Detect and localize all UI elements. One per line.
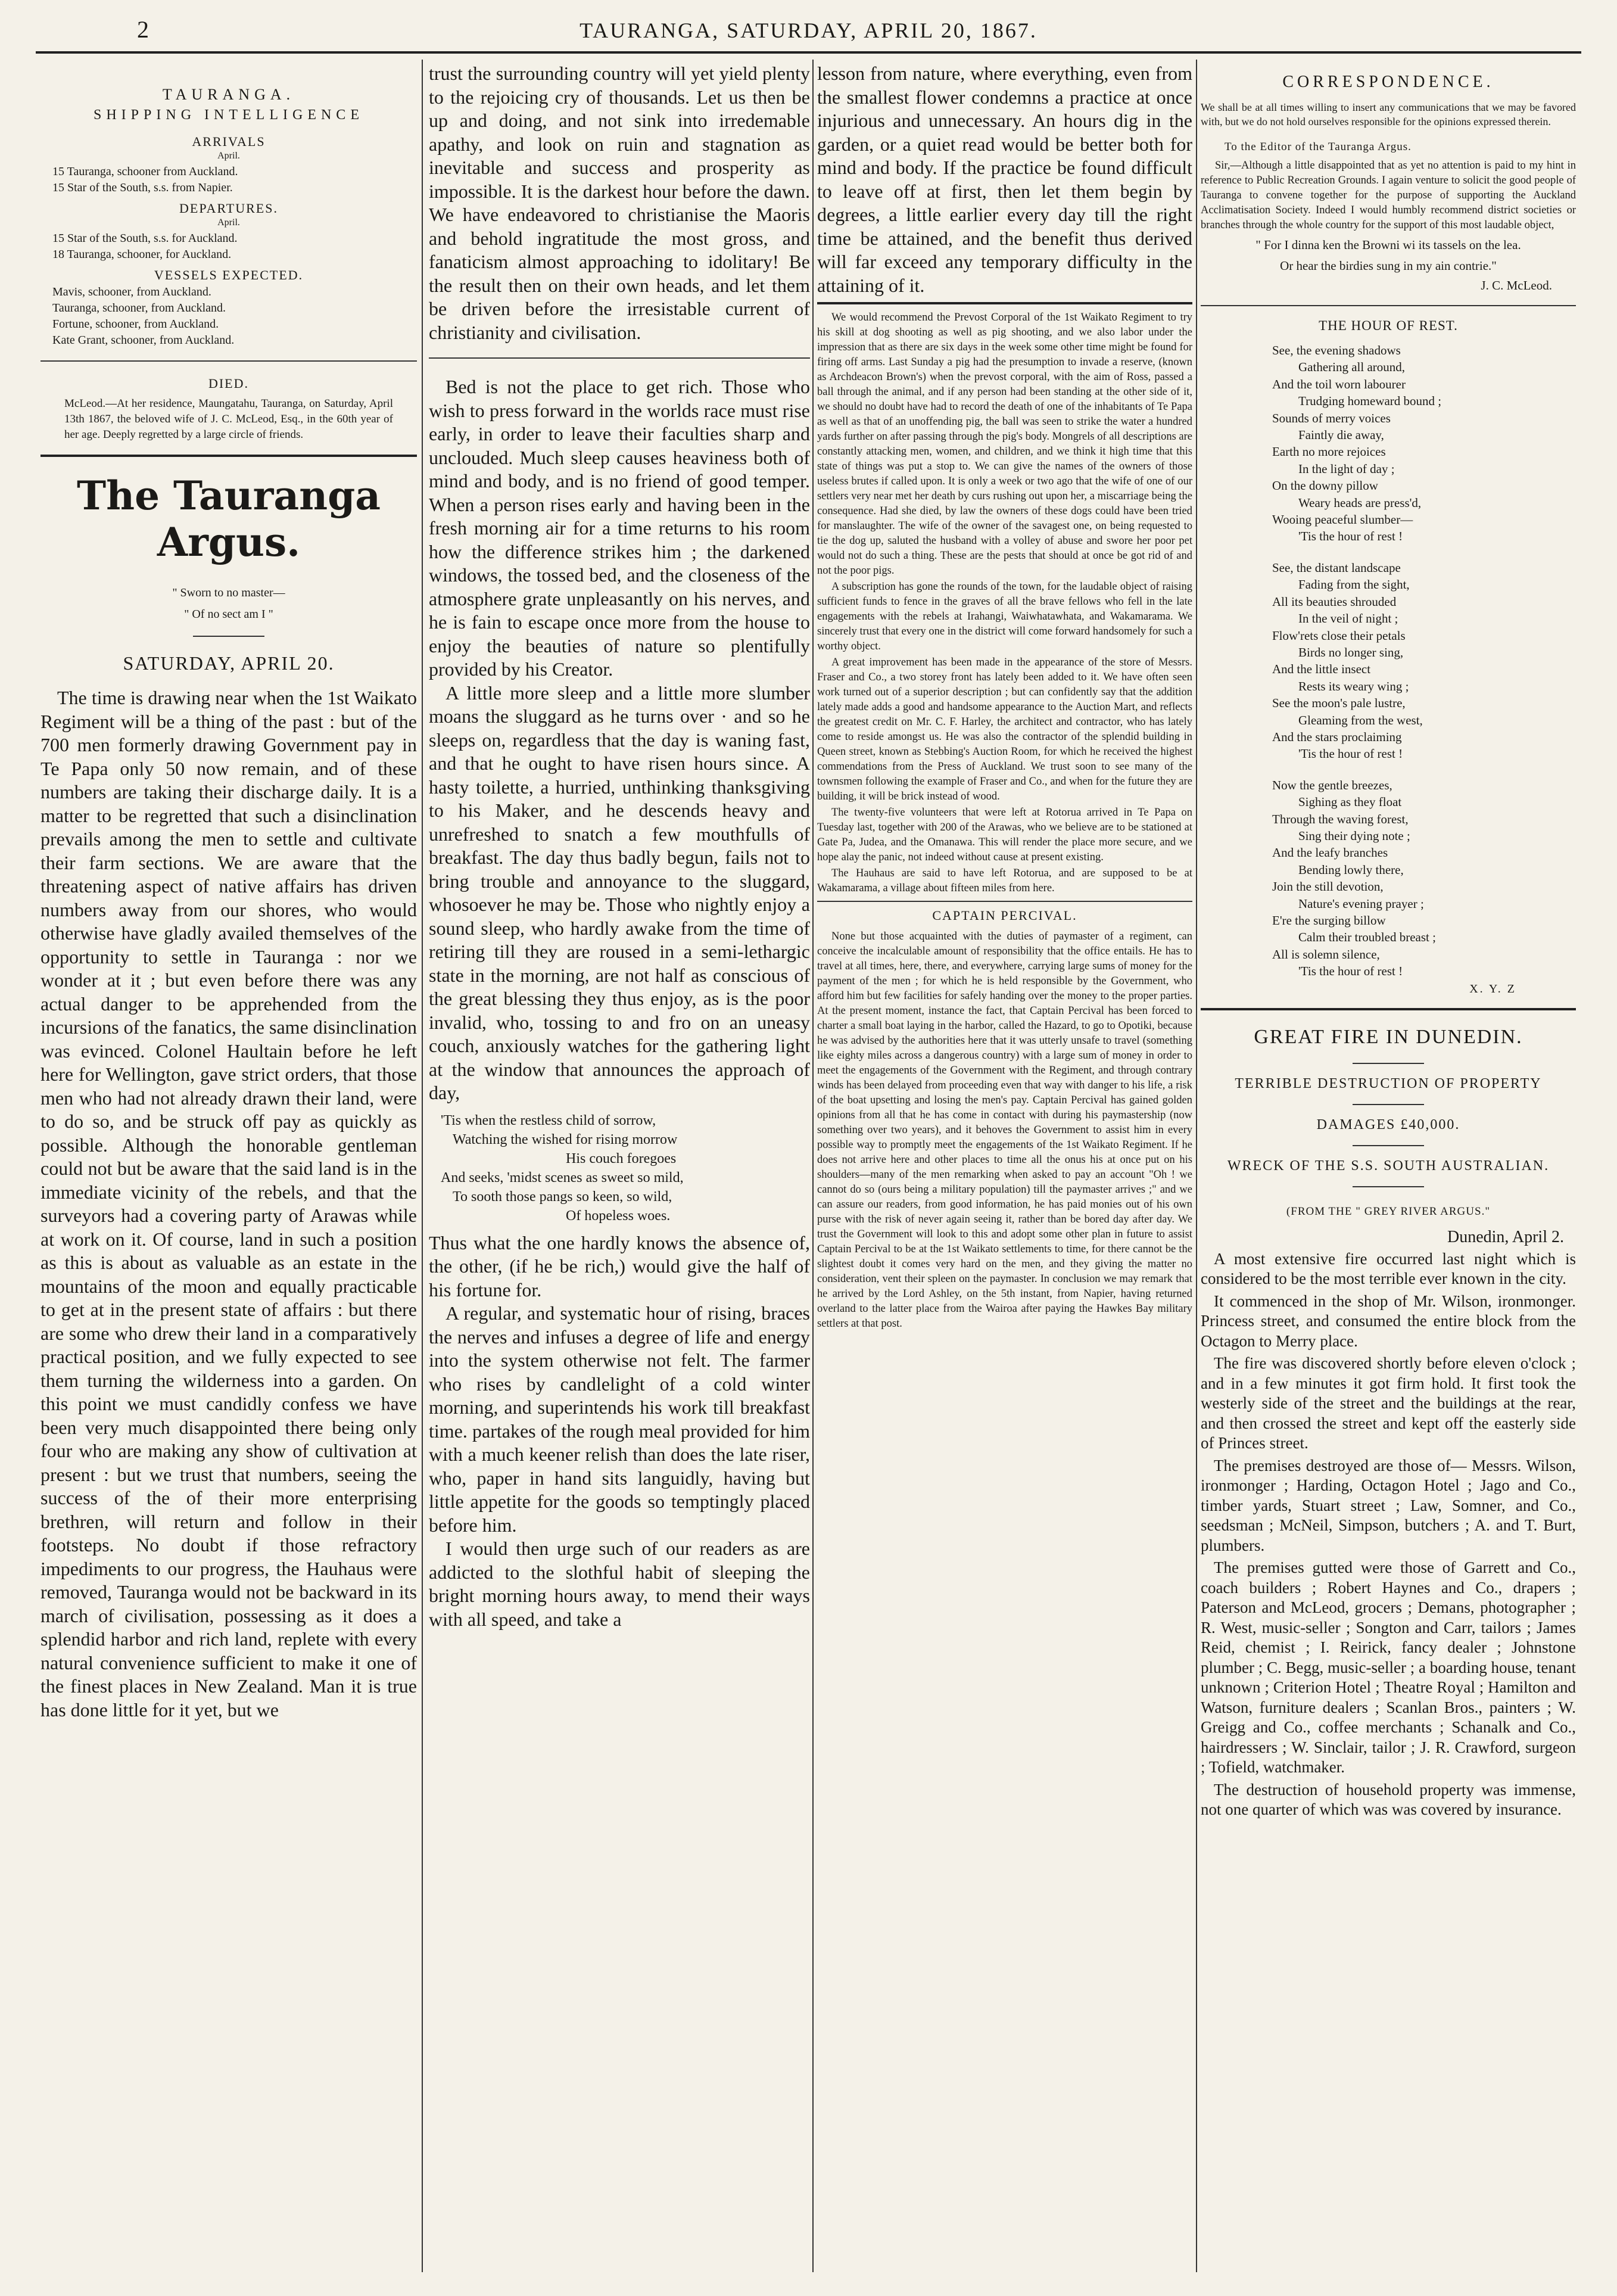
poem-line: Sighing as they float <box>1298 795 1402 810</box>
news-paragraph: A subscription has gone the rounds of the town, for the laudable object of raising sufficient funds to fence in the graves of all the brave fellows who fell in the late engagements with the rebels at Irahangi, Waiwhatawhata, and Wakamarama. We sincerely trust that every one in the district will come forward handsomely for such a worthy object. <box>817 581 1192 652</box>
poem-line: Faintly die away, <box>1298 428 1384 443</box>
poem-line: Through the waving forest, <box>1272 811 1409 826</box>
poem-line: And the little insect <box>1272 662 1371 677</box>
poem-line: 'Tis the hour of rest ! <box>1298 529 1403 544</box>
editorial-paragraph: Thus what the one hardly knows the absence of, the other, (if he be rich,) would give the half of his fortune for. <box>429 1231 810 1301</box>
poem-line: Flow'rets close their petals <box>1272 628 1406 643</box>
poem-line: And the stars proclaiming <box>1272 729 1402 744</box>
article-subheading: DAMAGES £40,000. <box>1316 1116 1460 1133</box>
column-rule <box>812 60 814 2272</box>
poem-signature: X. Y. Z <box>1469 982 1516 995</box>
poem-body <box>1272 342 1576 980</box>
editorial-paragraph: I would then urge such of our readers as are addicted to the slothful habit of sleeping the bright morning hours away, to mend their ways with all speed, and take a <box>429 1538 810 1630</box>
poem-line: Sing their dying note ; <box>1298 828 1410 843</box>
page-header <box>36 10 1581 54</box>
poem-line: And the leafy branches <box>1272 845 1388 860</box>
poem-line: Wooing peaceful slumber— <box>1272 512 1413 527</box>
column-rule <box>422 60 423 2272</box>
article-paragraph: A most extensive fire occurred last night which is considered to be the most terrible ever known in the city. <box>1201 1249 1576 1288</box>
masthead: TAURANGA, SATURDAY, APRIL 20, 1867. <box>579 18 1038 42</box>
article-subheading: TERRIBLE DESTRUCTION OF PROPERTY <box>1235 1075 1542 1091</box>
poem-line: All is solemn silence, <box>1272 947 1380 962</box>
column-1 <box>40 62 417 2272</box>
letter-signature: J. C. McLeod. <box>1481 278 1552 293</box>
divider <box>817 302 1192 304</box>
divider <box>193 636 264 637</box>
departure-item: 18 Tauranga, schooner, for Auckland. <box>52 248 232 261</box>
poem-line: In the light of day ; <box>1298 461 1395 476</box>
letter-body: Sir,—Although a little disappointed that as yet no attention is paid to my hint in reference to Public Recreation Grounds. I again venture to solicit the good people of Tauranga to convene together for the purpose of supporting the Auckland Acclimatisation Society. Indeed I would humbly recommend district societies or branches through the whole country for the support of this most laudable object, <box>1201 160 1576 231</box>
article-dateline: Dunedin, April 2. <box>1447 1227 1564 1246</box>
expected-item: Kate Grant, schooner, from Auckland. <box>52 334 235 347</box>
poem-line: And seeks, 'midst scenes as sweet so mild, <box>441 1169 684 1186</box>
poem-line: Trudging homeward bound ; <box>1298 394 1442 409</box>
expected-item: Tauranga, schooner, from Auckland. <box>52 301 226 315</box>
poem-line: 'Tis the hour of rest ! <box>1298 746 1403 761</box>
stanza-gap <box>1272 763 1576 777</box>
editorial-paragraph: A regular, and systematic hour of rising, braces the nerves and infuses a degree of life and energy into the system otherwise not felt. The farmer who rises by candlelight of a cold winter morning, and superintends his work till breakfast time. partakes of the rough meal provided for him with a much keener relish than does the late riser, who, paper in hand sits languidly, having but little appetite for the goods so temptingly placed before him. <box>429 1302 810 1536</box>
died-notice: McLeod.—At her residence, Maungatahu, Tauranga, on Saturday, April 13th 1867, the beloved wife of J. C. McLeod, Esq., in the 60th year of her age. Deeply regretted by a large circle of friends. <box>64 397 393 441</box>
article-paragraph: The destruction of household property was immense, not one quarter of which was was covered by insurance. <box>1201 1780 1576 1819</box>
divider <box>1201 305 1576 306</box>
poem-line: Now the gentle breezes, <box>1272 777 1392 792</box>
divider <box>817 901 1192 902</box>
expected-item: Mavis, schooner, from Auckland. <box>52 285 211 298</box>
poem-line: And the toil worn labourer <box>1272 377 1406 391</box>
news-paragraph: A great improvement has been made in the appearance of the store of Messrs. Fraser and Co., a two storey front has lately been added to it. We have often seen work turned out of a superior description ; but can confidently say that the addition lately made adds a good and handsome appearance to the Auction Mart, and reflects the greatest credit on Mr. C. F. Harley, the architect and contractor, who has lately come to reside amongst us. He was also the contractor of the splendid building in Queen street, known as Stebbing's Auction Room, for which he received the highest commendations from the Press of Auckland. We trust soon to see many of the townsmen following the example of Fraser and Co., and when for the future they are building, it will be brick instead of wood. <box>817 657 1192 802</box>
poem-line: See, the distant landscape <box>1272 560 1401 575</box>
shipping-title: SHIPPING INTELLIGENCE <box>94 107 364 123</box>
column-rule <box>1196 60 1197 2272</box>
column-2 <box>429 62 810 2272</box>
arrivals-month: April. <box>217 151 240 161</box>
poem-line: Gleaming from the west, <box>1298 713 1423 727</box>
poem-line: 'Tis the hour of rest ! <box>1298 964 1403 979</box>
article-paragraph: It commenced in the shop of Mr. Wilson, ironmonger. Princess street, and consumed the entire block from the Octagon to Merry place. <box>1201 1292 1576 1350</box>
divider <box>40 455 417 457</box>
article-source: (FROM THE " GREY RIVER ARGUS." <box>1286 1205 1491 1218</box>
divider <box>1353 1063 1424 1064</box>
editorial-paragraph: trust the surrounding country will yet yield plenty to the rejoicing cry of thousands. Let us then be up and doing, and not sink into irredemable apathy, and look on ruin and stagnation as inevitable and success and prosperity as impossible. It is the darkest hour before the dawn. We have endeavored to christianise the Maoris and behold ingratitude the most gross, and fanaticism almost approaching to idolitary! Be the result then on their own heads, and let them be driven before the irresistable current of christianity and civilisation. <box>429 63 810 343</box>
poem-line: All its beauties shrouded <box>1272 594 1397 609</box>
article-paragraph: None but those acquainted with the duties of paymaster of a regiment, can conceive the incalculable amount of responsibility that the office entails. He has to travel at all times, here, there, and everywhere, carrying large sums of money for the payment of the men ; for which he is held responsible by the Government, who afford him but few facilities for safely handing over the money to the proper parties. At the present moment, instance the fact, that Captain Percival has been forced to charter a small boat laying in the harbor, called the Hazard, to go to Opotiki, because he was advised by the authorities here that it was utterly unsafe to travel (something like eighty miles across a dangerous country) with a large sum of money in order to meet the engagements of the Government with the Regiment, and through contrary winds has been delayed from proceeding even that way with danger to his life, a risk of the boat upsetting and losing the men's pay. Captain Percival has gained golden opinions from all that he has come in contact with during his paymastership (now something over two years), and it behoves the Government to assist him in every possible way to promptly meet the engagements of the 1st Waikato Regiment. If he does not arrive here and other places to time all the onus his at once put on his shoulders—many of the men remarking when asked to pay an account "Oh ! we cannot do so (ours being a military population) till the paymaster arrives ;" and we can assure our readers, from good information, he has paid monies out of his own purse with the risk of never again seeing it, rather than be bored day after day. We trust the Government will look to this and adopt some other plan in future to assist Captain Percival to be at the 1st Waikato settlements to time, for there cannot be the slightest doubt it comes very hard on the men, and they giving the matter no consideration, vent their spleen on the paymaster. In conclusion we may remark that he arrived by the Lord Ashley, on the 5th instant, from Napier, having returned overland to the latter place from the Wairoa after paying the Hawkes Bay military settlers at that post. <box>817 931 1192 1330</box>
letter-addressee: To the Editor of the Tauranga Argus. <box>1225 141 1412 153</box>
departure-item: 15 Star of the South, s.s. for Auckland. <box>52 232 238 245</box>
editorial-paragraph: Bed is not the place to get rich. Those who wish to press forward in the worlds race must rise early, in order to leave their faculties sharp and unclouded. Much sleep causes heaviness both of mind and body, and is no friend of good temper. When a person rises early and having been in the fresh morning air for a time returns to his room how the difference strikes him ; the darkened windows, the tossed bed, and the closeness of the atmosphere grate unpleasantly on his nerves, and he is fain to escape once more from the house to enjoy the beauties of nature so plentifully provided by his Creator. <box>429 376 810 680</box>
poem-line: On the downy pillow <box>1272 478 1378 493</box>
correspondence-heading: CORRESPONDENCE. <box>1282 73 1494 91</box>
divider <box>1353 1186 1424 1187</box>
article-subheading: WRECK OF THE S.S. SOUTH AUSTRALIAN. <box>1227 1158 1550 1174</box>
article-paragraph: The premises gutted were those of Garrett and Co., coach builders ; Robert Haynes and Co., drapers ; Paterson and McLeod, grocers ; Demans, photographer ; R. West, music-seller ; Songton and Carr, tailors ; James Reid, chemist ; I. Reirick, fancy dealer ; Johnstone plumber ; C. Begg, music-seller ; a boarding house, tenant unknown ; Criterion Hotel ; Theatre Royal ; Hamilton and Watson, furniture dealers ; Scanlan Bros., painters ; W. Greigg and Co., coffee merchants ; Schanalk and Co., hairdressers ; W. Sinclair, tailor ; J. R. Crawford, surgeon ; Tofield, watchmaker. <box>1201 1558 1576 1777</box>
divider <box>429 357 810 359</box>
poem-line: Fading from the sight, <box>1298 577 1410 592</box>
poem-line: E're the surging billow <box>1272 913 1386 928</box>
editorial-paragraph: A little more sleep and a little more slumber moans the sluggard as he turns over · and so he sleeps on, regardless that the day is waning fast, and that he ought to have risen hours since. A hasty toilette, a hurried, unthinking thanksgiving to his Maker, and he descends heavy and unrefreshed to snatch a few mouthfulls of breakfast. The day thus badly begun, fails not to bring trouble and annoyance to the sluggard, whosoever he may be. Those who nightly enjoy a sound sleep, who hardly awake from the time of retiring till they are roused in a semi-lethargic state in the morning, are not half as conscious of the great blessing they thus enjoy, as is the poor invalid, who, tossing to and fro on an uneasy couch, anxiously watches for the gathering light at the window that announces the approach of day, <box>429 682 810 1103</box>
poem-line: Of hopeless woes. <box>566 1208 671 1224</box>
article-heading: GREAT FIRE IN DUNEDIN. <box>1254 1025 1523 1048</box>
page-number: 2 <box>137 16 149 43</box>
arrival-item: 15 Star of the South, s.s. from Napier. <box>52 181 233 194</box>
divider <box>40 360 417 362</box>
letter-verse: Or hear the birdies sung in my ain contrie." <box>1280 259 1497 273</box>
arrivals-heading: ARRIVALS <box>192 134 266 149</box>
editorial-paragraph: lesson from nature, where everything, even from the smallest flower condemns a practice at once injurious and unnecessary. An hours dig in the garden, or a quiet read would be better both for mind and body. If the practice be found difficult to leave off at first, then let them begin by degrees, a little earlier every day till the right time be attained, and the benefit thus derived will far exceed any temporary difficulty in the attaining of it. <box>817 63 1192 296</box>
letter-verse: " For I dinna ken the Browni wi its tassels on the lea. <box>1255 238 1521 252</box>
poem-line: Sounds of merry voices <box>1272 410 1391 425</box>
article-heading: CAPTAIN PERCIVAL. <box>932 908 1077 923</box>
poem-line: Rests its weary wing ; <box>1298 679 1409 693</box>
article-paragraph: The fire was discovered shortly before eleven o'clock ; and in a few minutes it got firm hold. It first took the westerly side of the street and the buildings at the rear, and then crossed the street and kept off the easterly side of Princes street. <box>1201 1354 1576 1452</box>
poem-quote <box>429 1111 810 1225</box>
newspaper-title: The Tauranga Argus. <box>76 472 381 565</box>
article-paragraph: The premises destroyed are those of— Messrs. Wilson, ironmonger ; Harding, Octagon Hotel ; Jago and Co., timber yards, Stuart street ; Law, Somner, and Co., seedsman ; McNeil, Simpson, butchers ; A. and T. Burt, plumbers. <box>1201 1456 1576 1554</box>
correspondence-note: We shall be at all times willing to insert any communications that we may be favored with, but we do not hold ourselves responsible for the opinions expressed therein. <box>1201 101 1576 127</box>
expected-item: Fortune, schooner, from Auckland. <box>52 318 219 331</box>
poem-heading: THE HOUR OF REST. <box>1319 318 1458 333</box>
poem-line: Weary heads are press'd, <box>1298 495 1422 510</box>
shipping-place: TAURANGA. <box>162 86 295 103</box>
poem-line: Bending lowly there, <box>1298 862 1404 877</box>
poem-line: Watching the wished for rising morrow <box>453 1131 678 1147</box>
editorial-date: SATURDAY, APRIL 20. <box>123 652 335 674</box>
poem-line: See the moon's pale lustre, <box>1272 696 1406 711</box>
poem-line: See, the evening shadows <box>1272 343 1401 357</box>
poem-line: To sooth those pangs so keen, so wild, <box>453 1189 672 1205</box>
died-heading: DIED. <box>208 376 250 391</box>
column-4 <box>1201 62 1576 2272</box>
column-3 <box>817 62 1192 2272</box>
poem-line: Earth no more rejoices <box>1272 444 1386 459</box>
divider <box>1201 1008 1576 1010</box>
editorial-paragraph: The time is drawing near when the 1st Waikato Regiment will be a thing of the past : but of the 700 men formerly drawing Government pay in Te Papa only 50 now remain, and of these numbers are taking their discharge daily. It is a matter to be regretted that such a disinclination prevails among the men to settle and cultivate their farm sections. We are aware that the threatening aspect of native affairs has driven numbers away from our shores, who would otherwise have gladly availed themselves of the opportunity to settle in Tauranga : nor we wonder at it ; but even before there was any actual danger to be apprehended from the incursions of the fanatics, the same disinclination was evinced. Colonel Haultain before he left here for Wellington, gave strict orders, that those men who had not already drawn their land, were to do so, and be struck off pay as quickly as possible. Although the honorable gentleman could not but be aware that the said land is in the immediate vicinity of the rebels, and that the surveyors had a covering party of Arawas while at work on it. Of course, land in such a position as this is about as valuable as an estate in the mountains of the moon and equally practicable to get at in the present state of affairs : but there are some who drew their land in a comparatively practical position, and we fully expected to see them turning the wilderness into a garden. On this point we must candidly confess we have been very much disappointed there being only four who are making any show of cultivation at present : but we trust that numbers, seeing the success of the of their more enterprising brethren, will return and follow in their footsteps. No doubt if those refractory impediments to our progress, the Hauhaus were removed, Tauranga would not be backward in its march of civilisation, possessing as it does a splendid harbor and rich land, replete with every natural convenience sufficient to make it one of the finest places in New Zealand. Man it is true has done little for it yet, but we <box>40 687 417 1721</box>
expected-heading: VESSELS EXPECTED. <box>154 267 304 282</box>
poem-line: Gathering all around, <box>1298 360 1406 375</box>
departures-heading: DEPARTURES. <box>179 201 278 216</box>
poem-line: Birds no longer sing, <box>1298 645 1404 659</box>
motto-line: " Of no sect am I " <box>184 608 273 621</box>
poem-line: His couch foregoes <box>566 1150 677 1166</box>
stanza-gap <box>1272 545 1576 559</box>
poem-line: 'Tis when the restless child of sorrow, <box>441 1112 656 1128</box>
departures-month: April. <box>217 217 240 228</box>
news-paragraph: The Hauhaus are said to have left Rotorua, and are supposed to be at Wakamarama, a village about fifteen miles from here. <box>817 867 1192 894</box>
poem-line: In the veil of night ; <box>1298 611 1398 626</box>
poem-line: Join the still devotion, <box>1272 879 1384 894</box>
news-paragraph: We would recommend the Prevost Corporal of the 1st Waikato Regiment to try his skill at dog shooting as well as pig shooting, and we also labor under the impression that as there are six days in the week some other time might be found for firing off arms. Last Sunday a pig had the presumption to invade a reserve, (known as Archdeacon Brown's) when the prevost corporal, with the aim of Ross, passed a ball through the animal, and if any person had been standing at the other side of it, we should no doubt have had to record the death of one of the inhabitants of Te Papa as well as that of an unoffending pig, the ball was seen to strike the water a hundred yards further on after passing through the pig's body. Mongrels of all descriptions are constantly attacking men, women, and children, and we think it high time that this state of things was put a stop to. We can give the names of the owners of those useless brutes if called upon. It is only a week or two ago that the wife of one of our settlers very near met her death by curs rushing out upon her, a miscarriage being the consequence. Had she died, by law the owners of these dogs could have been tried for manslaughter. The wife of the owner of the savagest one, on being requested to tie the dog up, saluted the husband with a volley of abuse and swore her poor pet would not do such a thing. These are the pests that should at once be got rid of and not the poor pigs. <box>817 312 1192 577</box>
divider <box>1353 1145 1424 1146</box>
poem-line: Nature's evening prayer ; <box>1298 896 1424 911</box>
arrival-item: 15 Tauranga, schooner from Auckland. <box>52 165 238 178</box>
poem-line: Calm their troubled breast ; <box>1298 930 1436 945</box>
motto-line: " Sworn to no master— <box>172 586 285 599</box>
divider <box>1353 1104 1424 1105</box>
news-paragraph: The twenty-five volunteers that were left at Rotorua arrived in Te Papa on Tuesday last, together with 200 of the Arawas, who we believe are to be stationed at Gate Pa, Judea, and the Omanawa. This will render the place more secure, and we hope alay the panic, not indeed without cause at present existing. <box>817 807 1192 863</box>
